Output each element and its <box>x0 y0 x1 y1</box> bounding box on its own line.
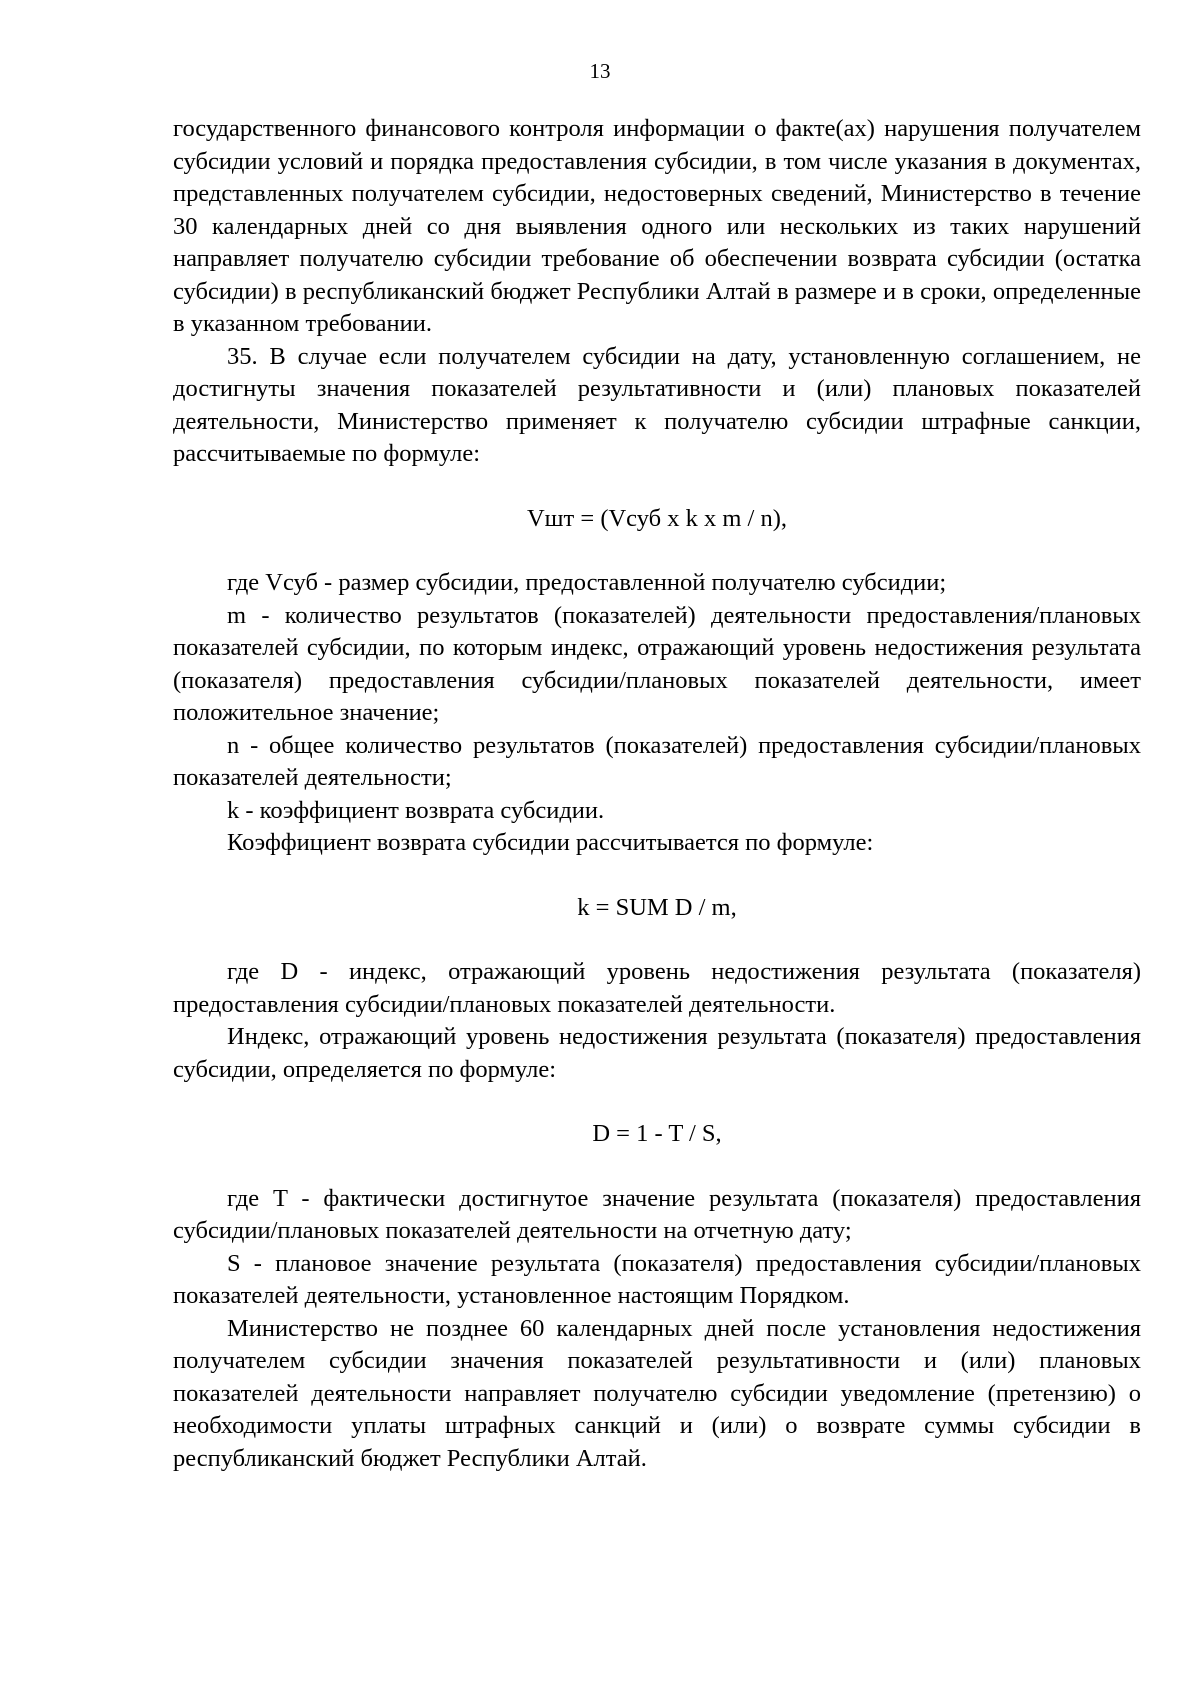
paragraph-coefficient: Коэффициент возврата субсидии рассчитывается по формуле: <box>227 829 874 856</box>
document-body <box>173 113 1141 1475</box>
formula-penalty: Vшт = (Vсуб x k x m / n), <box>526 504 788 532</box>
paragraph-continuation: государственного финансового контроля информации о факте(ах) нарушения получателем субсидии условий и порядка предоставления субсидии, в том числе указания в документах, представленных получателем субсидии, недостоверных сведений, Министерство в течение 30 календарных дней со дня выявления одного или нескольких из таких нарушений направляет получателю субсидии требование об обеспечении возврата субсидии (остатка субсидии) в республиканский бюджет Республики Алтай в размере и в сроки, определенные в указанном требовании. <box>173 115 1141 337</box>
definition-m: m - количество результатов (показателей) деятельности предоставления/плановых показателей субсидии, по которым индекс, отражающий уровень недостижения результата (показателя) предоставления субсидии/плановых показателей деятельности, имеет положительное значение; <box>173 601 1141 726</box>
paragraph-index: Индекс, отражающий уровень недостижения результата (показателя) предоставления субсидии, определяется по формуле: <box>173 1023 1141 1083</box>
definition-t: где T - фактически достигнутое значение результата (показателя) предоставления субсидии/плановых показателей деятельности на отчетную дату; <box>173 1184 1141 1244</box>
paragraph-notice: Министерство не позднее 60 календарных дней после установления недостижения получателем субсидии значения показателей результативности и (или) плановых показателей деятельности направляет получателю субсидии уведомление (претензию) о необходимости уплаты штрафных санкций и (или) о возврате суммы субсидии в республиканский бюджет Республики Алтай. <box>173 1314 1141 1472</box>
definition-s: S - плановое значение результата (показателя) предоставления субсидии/плановых показателей деятельности, установленное настоящим Порядком. <box>173 1249 1141 1309</box>
paragraph-35: 35. В случае если получателем субсидии на дату, установленную соглашением, не достигнуты значения показателей результативности и (или) плановых показателей деятельности, Министерство применяет к получателю субсидии штрафные санкции, рассчитываемые по формуле: <box>173 342 1141 467</box>
formula-coefficient: k = SUM D / m, <box>577 893 737 921</box>
page-number: 13 <box>589 59 611 83</box>
definition-d: где D - индекс, отражающий уровень недостижения результата (показателя) предоставления субсидии/плановых показателей деятельности. <box>173 958 1141 1018</box>
definition-vsub: где Vсуб - размер субсидии, предоставленной получателю субсидии; <box>227 569 947 596</box>
definition-n: n - общее количество результатов (показателей) предоставления субсидии/плановых показателей деятельности; <box>173 731 1141 791</box>
formula-index: D = 1 - T / S, <box>592 1120 722 1147</box>
definition-k: k - коэффициент возврата субсидии. <box>227 796 605 824</box>
